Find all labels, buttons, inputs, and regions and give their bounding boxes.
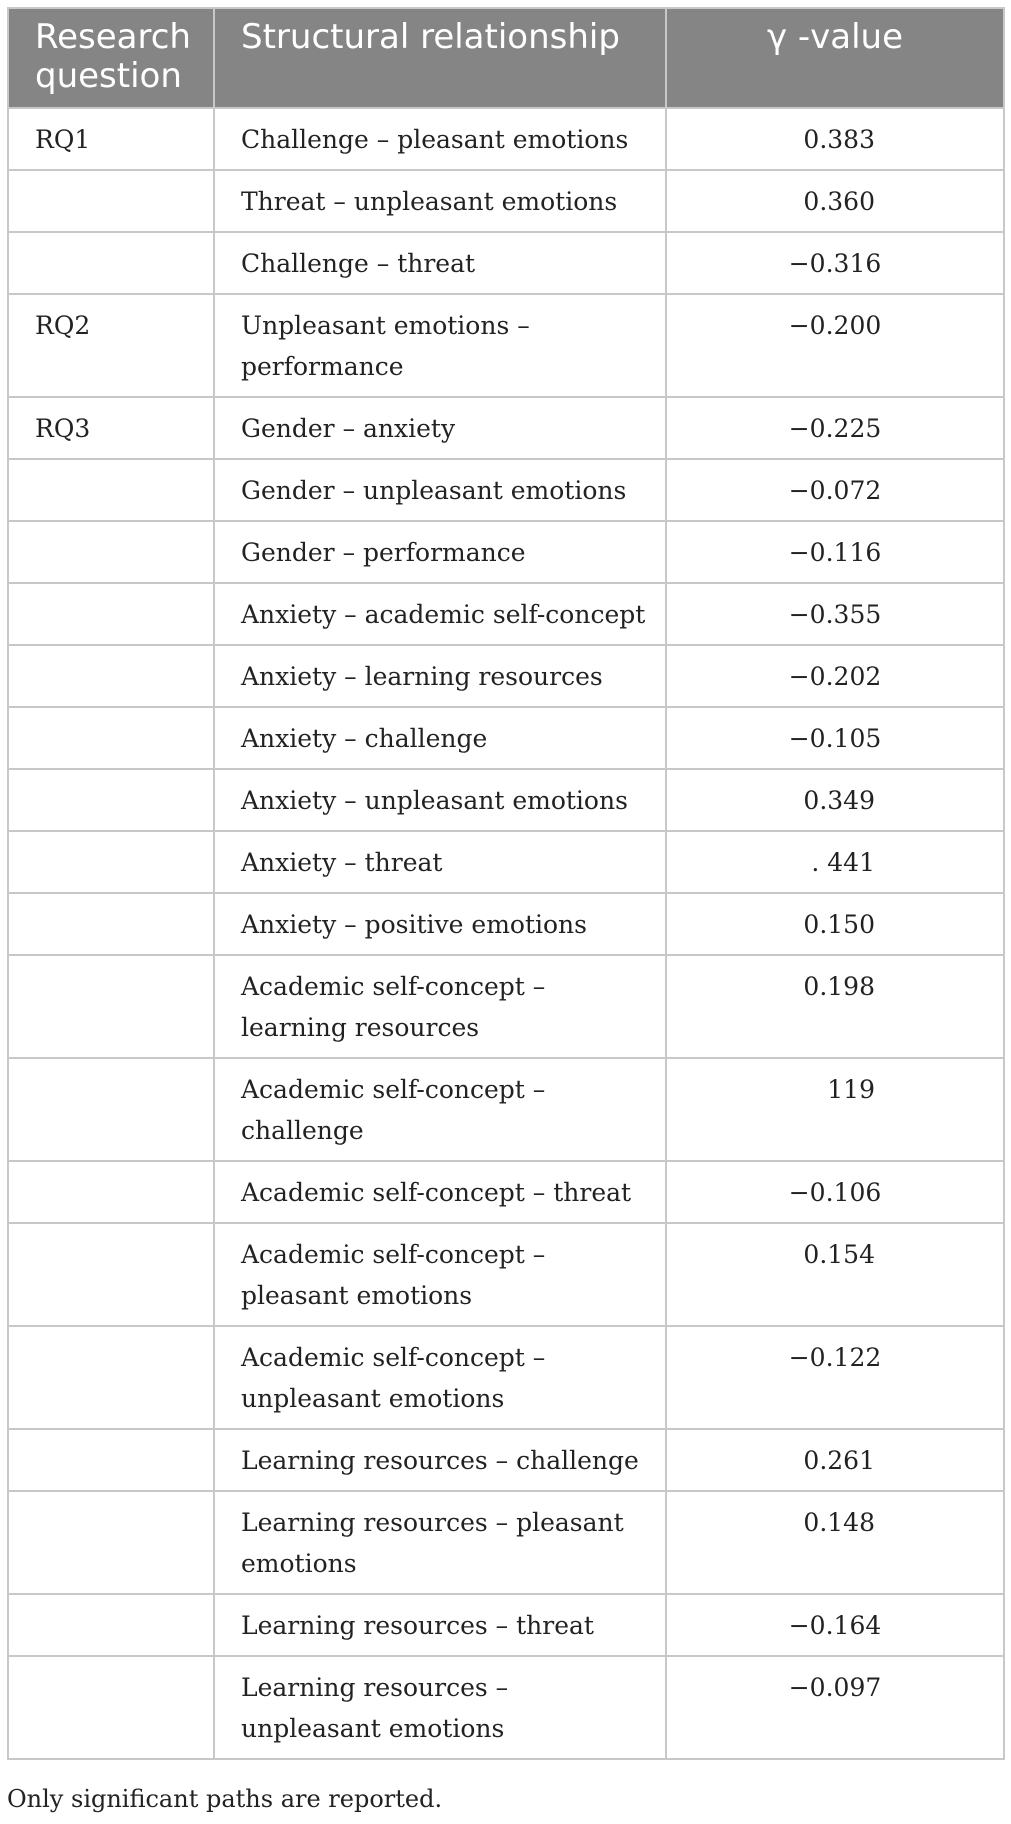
- relationship-cell: Unpleasant emotions – performance: [214, 294, 666, 397]
- table-body: [8, 108, 1004, 1759]
- table-row: [8, 521, 1004, 583]
- gamma-value: −0.106: [788, 1178, 882, 1207]
- gamma-value: 0.150: [803, 910, 875, 939]
- gamma-value-cell: [666, 108, 1004, 170]
- gamma-value-cell: [666, 294, 1004, 397]
- gamma-value: −0.116: [788, 538, 882, 567]
- gamma-value: 0.383: [803, 125, 875, 154]
- research-question-cell: [8, 645, 214, 707]
- research-question-cell: [8, 831, 214, 893]
- relationship-cell: Learning resources – pleasant emotions: [214, 1491, 666, 1594]
- relationship-cell: Anxiety – positive emotions: [214, 893, 666, 955]
- table-row: [8, 645, 1004, 707]
- gamma-value: 0.154: [803, 1240, 875, 1269]
- gamma-value: −0.202: [788, 662, 882, 691]
- gamma-value-cell: [666, 645, 1004, 707]
- table-row: [8, 459, 1004, 521]
- relationship-cell: Anxiety – academic self-concept: [214, 583, 666, 645]
- header-structural-relationship: Structural relationship: [214, 8, 666, 108]
- table-row: [8, 831, 1004, 893]
- gamma-value: 0.261: [803, 1446, 875, 1475]
- relationship-cell: Academic self-concept – challenge: [214, 1058, 666, 1161]
- gamma-value-cell: [666, 170, 1004, 232]
- gamma-value: −0.200: [788, 311, 882, 340]
- relationship-cell: Threat – unpleasant emotions: [214, 170, 666, 232]
- relationship-cell: Anxiety – challenge: [214, 707, 666, 769]
- research-question-cell: [8, 459, 214, 521]
- gamma-value-cell: [666, 459, 1004, 521]
- table-row: [8, 108, 1004, 170]
- research-question-cell: [8, 583, 214, 645]
- table-row: [8, 1058, 1004, 1161]
- gamma-value-cell: [666, 893, 1004, 955]
- structural-paths-table: [7, 7, 1005, 1760]
- table-row: [8, 1161, 1004, 1223]
- gamma-value: −0.164: [788, 1611, 882, 1640]
- relationship-cell: Anxiety – unpleasant emotions: [214, 769, 666, 831]
- gamma-value-cell: [666, 1161, 1004, 1223]
- gamma-value: −0.225: [788, 414, 882, 443]
- research-question-cell: [8, 1491, 214, 1594]
- relationship-cell: Academic self-concept – threat: [214, 1161, 666, 1223]
- table-row: [8, 1594, 1004, 1656]
- gamma-value: 0.148: [803, 1508, 875, 1537]
- table-footnote: Only significant paths are reported.: [7, 1785, 443, 1813]
- gamma-value-cell: [666, 1058, 1004, 1161]
- gamma-value: −0.097: [788, 1673, 882, 1702]
- relationship-cell: Gender – performance: [214, 521, 666, 583]
- header-gamma-value: γ -value: [666, 8, 1004, 108]
- table-header: [8, 8, 1004, 108]
- relationship-cell: Anxiety – threat: [214, 831, 666, 893]
- gamma-value-cell: [666, 1656, 1004, 1759]
- header-research-question: Research question: [8, 8, 214, 108]
- relationship-cell: Academic self-concept – pleasant emotions: [214, 1223, 666, 1326]
- gamma-value: −0.355: [788, 600, 882, 629]
- table-row: [8, 170, 1004, 232]
- research-question-cell: RQ3: [8, 397, 214, 459]
- table-row: [8, 893, 1004, 955]
- relationship-cell: Learning resources – threat: [214, 1594, 666, 1656]
- table-row: [8, 232, 1004, 294]
- gamma-value: −0.316: [788, 249, 882, 278]
- relationship-cell: Gender – anxiety: [214, 397, 666, 459]
- table-row: [8, 397, 1004, 459]
- research-question-cell: [8, 521, 214, 583]
- results-table-container: [7, 7, 1003, 1760]
- gamma-value-cell: [666, 1491, 1004, 1594]
- gamma-value-cell: [666, 707, 1004, 769]
- table-row: [8, 583, 1004, 645]
- relationship-cell: Challenge – pleasant emotions: [214, 108, 666, 170]
- gamma-value-cell: [666, 232, 1004, 294]
- gamma-value-cell: [666, 583, 1004, 645]
- gamma-value: −0.072: [788, 476, 882, 505]
- research-question-cell: RQ1: [8, 108, 214, 170]
- relationship-cell: Academic self-concept – learning resources: [214, 955, 666, 1058]
- research-question-cell: RQ2: [8, 294, 214, 397]
- relationship-cell: Anxiety – learning resources: [214, 645, 666, 707]
- gamma-value: 0.349: [803, 786, 875, 815]
- gamma-value-cell: [666, 1429, 1004, 1491]
- table-row: [8, 769, 1004, 831]
- gamma-value: . 441: [811, 848, 875, 877]
- research-question-cell: [8, 1429, 214, 1491]
- research-question-cell: [8, 1058, 214, 1161]
- relationship-cell: Gender – unpleasant emotions: [214, 459, 666, 521]
- table-row: [8, 1656, 1004, 1759]
- gamma-value-cell: [666, 769, 1004, 831]
- research-question-cell: [8, 893, 214, 955]
- table-row: [8, 955, 1004, 1058]
- research-question-cell: [8, 769, 214, 831]
- relationship-cell: Academic self-concept – unpleasant emotions: [214, 1326, 666, 1429]
- research-question-cell: [8, 170, 214, 232]
- gamma-value-cell: [666, 1594, 1004, 1656]
- research-question-cell: [8, 1656, 214, 1759]
- research-question-cell: [8, 707, 214, 769]
- gamma-value: 0.360: [803, 187, 875, 216]
- table-row: [8, 707, 1004, 769]
- table-row: [8, 1429, 1004, 1491]
- research-question-cell: [8, 1223, 214, 1326]
- table-row: [8, 1223, 1004, 1326]
- gamma-value: −0.105: [788, 724, 882, 753]
- gamma-value-cell: [666, 521, 1004, 583]
- gamma-value-cell: [666, 831, 1004, 893]
- research-question-cell: [8, 232, 214, 294]
- table-row: [8, 1491, 1004, 1594]
- gamma-value-cell: [666, 1326, 1004, 1429]
- research-question-cell: [8, 1326, 214, 1429]
- gamma-value: 119: [827, 1075, 875, 1104]
- relationship-cell: Learning resources – unpleasant emotions: [214, 1656, 666, 1759]
- research-question-cell: [8, 955, 214, 1058]
- research-question-cell: [8, 1161, 214, 1223]
- gamma-value-cell: [666, 397, 1004, 459]
- research-question-cell: [8, 1594, 214, 1656]
- relationship-cell: Challenge – threat: [214, 232, 666, 294]
- gamma-value-cell: [666, 955, 1004, 1058]
- gamma-value: −0.122: [788, 1343, 882, 1372]
- gamma-value: 0.198: [803, 972, 875, 1001]
- gamma-value-cell: [666, 1223, 1004, 1326]
- relationship-cell: Learning resources – challenge: [214, 1429, 666, 1491]
- table-row: [8, 294, 1004, 397]
- table-row: [8, 1326, 1004, 1429]
- header-row: [8, 8, 1004, 108]
